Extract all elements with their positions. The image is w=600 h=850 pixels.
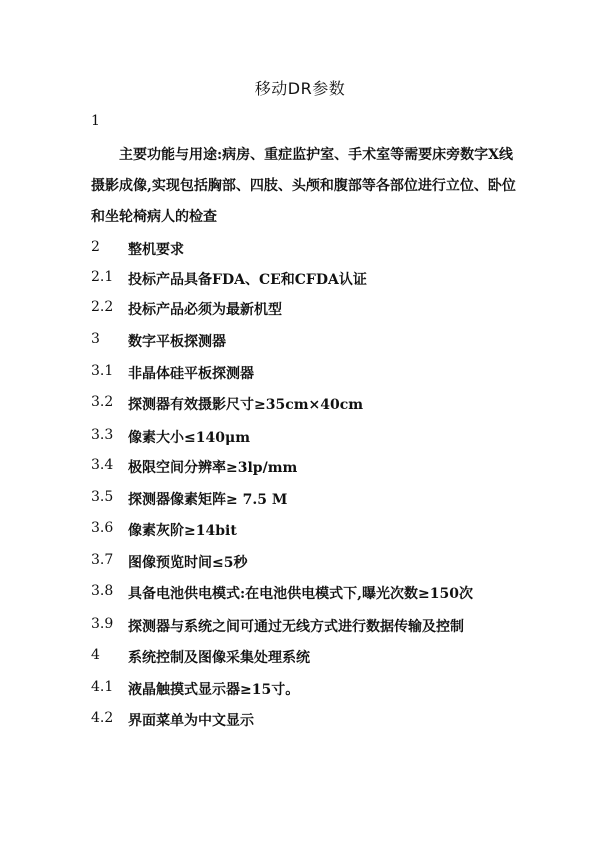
document-title: 移动DR参数	[254, 79, 346, 98]
spec-number: 2.2	[91, 299, 114, 315]
spec-text: 投标产品具备FDA、CE和CFDA认证	[128, 272, 367, 288]
spec-number: 3.7	[91, 552, 114, 568]
spec-text: 投标产品必须为最新机型	[128, 302, 282, 318]
spec-number: 3.1	[91, 363, 114, 379]
spec-text: 系统控制及图像采集处理系统	[128, 650, 310, 666]
spec-number: 2.1	[91, 269, 114, 285]
spec-text: 整机要求	[128, 242, 184, 258]
spec-number: 3	[91, 331, 100, 347]
intro-paragraph: 主要功能与用途:病房、重症监护室、手术室等需要床旁数字X线摄影成像,实现包括胸部、四肢、头颅和腹部等各部位进行立位、卧位和坐轮椅病人的检查	[91, 147, 516, 225]
spec-text: 液晶触摸式显示器≥15寸。	[128, 682, 300, 698]
spec-text: 探测器与系统之间可通过无线方式进行数据传输及控制	[128, 619, 464, 635]
spec-text: 具备电池供电模式:在电池供电模式下,曝光次数≥150次	[128, 586, 473, 602]
spec-text: 极限空间分辨率≥3lp/mm	[128, 460, 298, 476]
spec-text: 界面菜单为中文显示	[128, 713, 254, 729]
section-number: 1	[91, 113, 100, 129]
spec-text: 像素大小≤140μm	[128, 430, 251, 446]
spec-text: 非晶体硅平板探测器	[128, 366, 254, 382]
spec-text: 探测器像素矩阵≥ 7.5 M	[128, 492, 288, 508]
spec-text: 图像预览时间≤5秒	[128, 555, 248, 571]
spec-number: 3.3	[91, 427, 114, 443]
spec-number: 2	[91, 239, 100, 255]
spec-number: 3.4	[91, 457, 114, 473]
spec-number: 3.6	[91, 520, 114, 536]
spec-number: 4	[91, 647, 100, 663]
spec-number: 3.9	[91, 616, 114, 632]
spec-number: 3.5	[91, 489, 114, 505]
spec-text: 像素灰阶≥14bit	[128, 523, 237, 539]
spec-number: 3.2	[91, 394, 114, 410]
spec-text: 探测器有效摄影尺寸≥35cm×40cm	[128, 397, 364, 413]
spec-number: 3.8	[91, 583, 114, 599]
spec-number: 4.1	[91, 679, 114, 695]
spec-text: 数字平板探测器	[128, 334, 226, 350]
spec-number: 4.2	[91, 710, 114, 726]
